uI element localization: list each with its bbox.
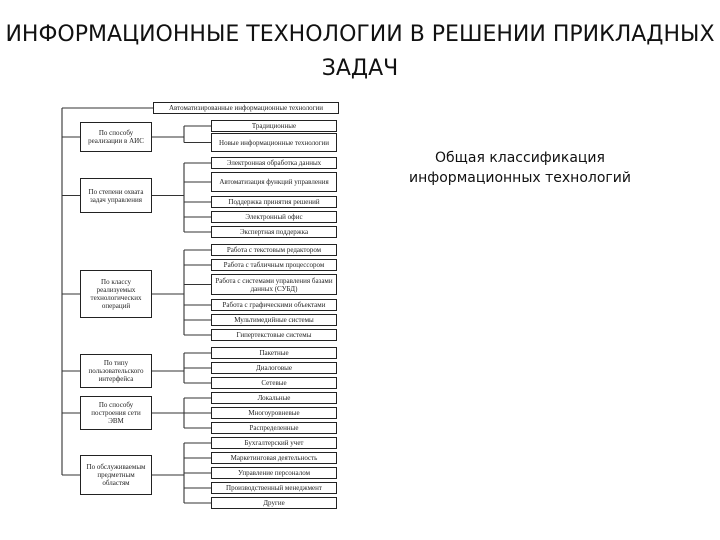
item-new-it: Новые информационные технологии [211,133,337,152]
item-batch: Пакетные [211,347,337,359]
item-traditional: Традиционные [211,120,337,132]
item-management-automation: Автоматизация функций управления [211,172,337,192]
item-decision-support: Поддержка принятия решений [211,196,337,208]
item-dbms: Работа с системами управления базами данных (СУБД) [211,274,337,295]
item-expert-support: Экспертная поддержка [211,226,337,238]
item-production: Производственный менеджмент [211,482,337,494]
slide-subtitle: Общая классификация информационных технологий [409,150,631,186]
item-network: Сетевые [211,377,337,389]
item-text-editor: Работа с текстовым редактором [211,244,337,256]
item-accounting: Бухгалтерский учет [211,437,337,449]
item-other: Другие [211,497,337,509]
slide-title: ИНФОРМАЦИОННЫЕ ТЕХНОЛОГИИ В РЕШЕНИИ ПРИКЛАДНЫХ ЗАДАЧ [5,22,715,81]
group-box-management-scope: По степени охвата задач управления [80,178,152,213]
group-box-interface: По типу пользовательского интерфейса [80,354,152,388]
item-marketing: Маркетинговая деятельность [211,452,337,464]
group-box-implementation: По способу реализации в АИС [80,122,152,152]
group-box-computer-network: По способу построения сети ЭВМ [80,396,152,430]
item-electronic-office: Электронный офис [211,211,337,223]
root-box: Автоматизированные информационные технологии [153,102,339,114]
item-multilevel: Многоуровневые [211,407,337,419]
item-local: Локальные [211,392,337,404]
item-spreadsheet: Работа с табличным процессором [211,259,337,271]
item-hr: Управление персоналом [211,467,337,479]
group-box-subject-areas: По обслуживаемым предметным областям [80,455,152,495]
item-hypertext: Гипертекстовые системы [211,329,337,341]
item-dialog: Диалоговые [211,362,337,374]
item-distributed: Распределенные [211,422,337,434]
item-multimedia: Мультимедийные системы [211,314,337,326]
group-box-operations: По классу реализуемых технологических операций [80,270,152,318]
item-graphics: Работа с графическими объектами [211,299,337,311]
item-data-processing: Электронная обработка данных [211,157,337,169]
